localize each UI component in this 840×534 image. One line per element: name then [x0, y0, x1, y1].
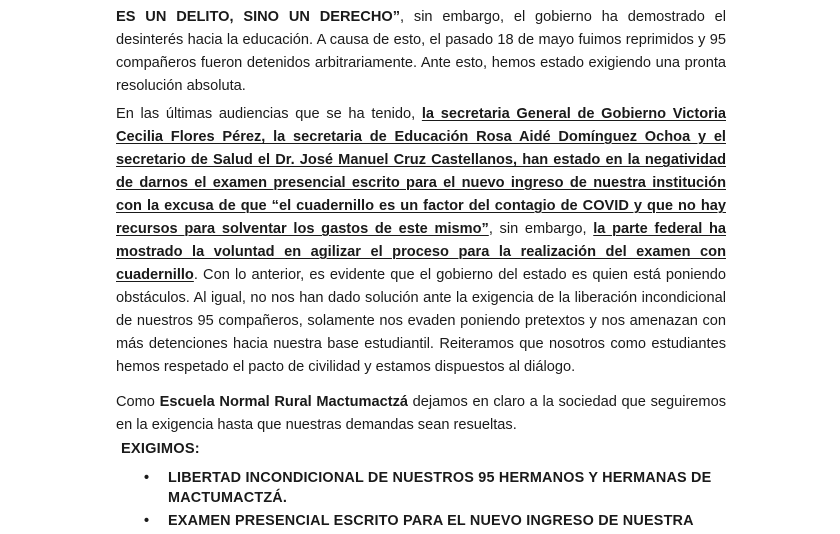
paragraph-3 [116, 391, 726, 437]
paragraph-2-intro: En las últimas audiencias que se ha tenido, [116, 106, 422, 122]
demands-title: EXIGIMOS: [121, 441, 200, 457]
underlined-officials: la secretaria General de Gobierno Victoria Cecilia Flores Pérez, la secretaria de Educación Rosa Aidé Domínguez Ochoa y el secretario de Salud el Dr. José Manuel Cruz Castellanos, han estado en la negatividad de darnos el examen presencial escrito para el nuevo ingreso de nuestra institución con la excusa de que “el cuadernillo es un factor del contagio de COVID y que no hay recursos para solventar los gastos de este mismo” [116, 106, 726, 237]
underlined-federal: la parte federal ha mostrado la voluntad en agilizar el proceso para la realización del examen con cuadernillo [116, 221, 726, 283]
bullet-icon: • [144, 513, 150, 529]
school-name: Escuela Normal Rural Mactumactzá [159, 394, 408, 410]
demand-text: LIBERTAD INCONDICIONAL DE NUESTROS 95 HERMANOS Y HERMANAS DE MACTUMACTZÁ. [168, 470, 712, 506]
paragraph-3-start: Como [116, 394, 160, 410]
paragraph-1-text: , sin embargo, el gobierno ha demostrado el desinterés hacia la educación. A causa de esto, el pasado 18 de mayo fuimos reprimidos y 95 compañeros fueron detenidos arbitrariamente. Ante esto, hemos estado exigiendo una pronta resolución absoluta. [116, 9, 726, 94]
paragraph-2 [116, 103, 726, 379]
demand-text: EXAMEN PRESENCIAL ESCRITO PARA EL NUEVO INGRESO DE NUESTRA [168, 513, 694, 529]
demands-list [144, 468, 744, 534]
demand-item [144, 511, 744, 531]
bold-quote: ES UN DELITO, SINO UN DERECHO” [116, 9, 401, 25]
bullet-icon: • [144, 470, 150, 486]
paragraph-2-mid: , sin embargo, [488, 221, 594, 237]
paragraph-2-rest: . Con lo anterior, es evidente que el gobierno del estado es quien está poniendo obstáculos. Al igual, no nos han dado solución ante la exigencia de la liberación incondicional de nuestros 95 compañeros, solamente nos evaden poniendo pretextos y nos amenazan con más detenciones hacia nuestra base estudiantil. Reiteramos que nosotros como estudiantes hemos respetado el pacto de civilidad y estamos dispuestos al diálogo. [116, 267, 726, 375]
demand-item [144, 468, 744, 508]
paragraph-1 [116, 6, 726, 98]
paragraph-3-rest: dejamos en claro a la sociedad que seguiremos en la exigencia hasta que nuestras demandas sean resueltas. [116, 394, 726, 433]
